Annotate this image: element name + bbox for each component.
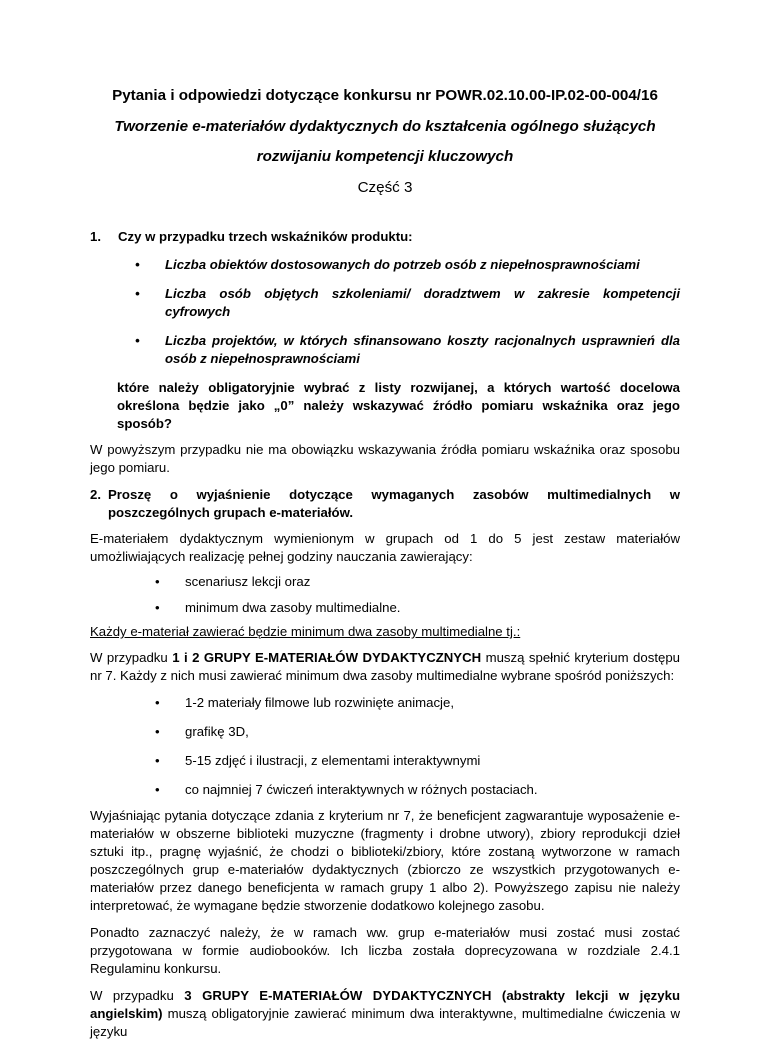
document-title: Pytania i odpowiedzi dotyczące konkursu nr POWR.02.10.00-IP.02-00-004/16: [112, 87, 658, 104]
bullet-icon: •: [155, 782, 160, 797]
answer-2-bullets-b: [155, 694, 680, 799]
answer-2-paragraph-3: W przypadku 3 GRUPY E-MATERIAŁÓW DYDAKTYCZNYCH (abstrakty lekcji w języku angielskim) muszą obligatoryjnie zawierać minimum dwa interaktywne, multimedialne ćwiczenia w języku: [90, 988, 680, 1039]
subtitle-line-1: Tworzenie e-materiałów dydaktycznych do kształcenia ogólnego służących: [114, 118, 656, 135]
answer-2-paragraph-2: Ponadto zaznaczyć należy, że w ramach ww. grup e-materiałów musi zostać musi zostać przygotowana w formie audiobooków. Ich liczba została doprecyzowana w rozdziale 2.4.1 Regulaminu konkursu.: [90, 925, 680, 976]
document-subtitle: [90, 112, 680, 172]
question-1-text: Czy w przypadku trzech wskaźników produktu:: [118, 229, 413, 244]
bullet-icon: •: [155, 753, 160, 768]
question-1-number: 1.: [90, 229, 101, 244]
bullet-icon: •: [135, 333, 140, 348]
bullet-icon: •: [155, 600, 160, 615]
groups-bold: 1 i 2 GRUPY E-MATERIAŁÓW DYDAKTYCZNYCH: [172, 650, 482, 665]
list-item: • 1-2 materiały filmowe lub rozwinięte animacje,: [155, 695, 454, 710]
list-item: • minimum dwa zasoby multimedialne.: [155, 600, 401, 615]
bullet-icon: •: [155, 695, 160, 710]
list-item: • Liczba obiektów dostosowanych do potrzeb osób z niepełnosprawnościami: [135, 257, 640, 272]
question-1: [90, 228, 680, 246]
part-label: Część 3: [357, 179, 413, 196]
bullet-icon: •: [155, 574, 160, 589]
list-item: • co najmniej 7 ćwiczeń interaktywnych w różnych postaciach.: [155, 782, 538, 797]
answer-2-groups: W przypadku 1 i 2 GRUPY E-MATERIAŁÓW DYDAKTYCZNYCH muszą spełnić kryterium dostępu nr 7. Każdy z nich musi zawierać minimum dwa zasoby multimedialne wybrane spośród poniższych:: [90, 650, 680, 683]
answer-1: W powyższym przypadku nie ma obowiązku wskazywania źródła pomiaru wskaźnika oraz sposobu jego pomiaru.: [90, 442, 680, 475]
answer-2-intro: E-materiałem dydaktycznym wymienionym w grupach od 1 do 5 jest zestaw materiałów umożliwiających realizację pełnej godziny nauczania zawierający:: [90, 531, 680, 564]
question-2-number: 2.: [90, 487, 101, 502]
question-1-continuation: które należy obligatoryjnie wybrać z listy rozwijanej, a których wartość docelowa określona będzie jako „0” należy wskazywać źródło pomiaru wskaźnika oraz jego sposób?: [117, 380, 680, 431]
answer-2-underlined: Każdy e-materiał zawierać będzie minimum dwa zasoby multimedialne tj.:: [90, 624, 521, 639]
document-content: [90, 86, 680, 1041]
bullet-icon: •: [135, 286, 140, 301]
list-item: • 5-15 zdjęć i ilustracji, z elementami interaktywnymi: [155, 753, 481, 768]
question-2: [90, 486, 680, 522]
subtitle-line-2: rozwijaniu kompetencji kluczowych: [256, 148, 514, 165]
list-item: • scenariusz lekcji oraz: [155, 574, 311, 589]
group-3-bold: 3 GRUPY E-MATERIAŁÓW DYDAKTYCZNYCH (abstrakty lekcji w języku angielskim): [90, 988, 680, 1021]
list-item: • Liczba osób objętych szkoleniami/ doradztwem w zakresie kompetencji cyfrowych: [135, 286, 680, 319]
bullet-icon: •: [155, 724, 160, 739]
bullet-icon: •: [135, 257, 140, 272]
answer-2-paragraph-1: Wyjaśniając pytania dotyczące zdania z kryterium nr 7, że beneficjent zagwarantuje wyposażenie e-materiałów w obszerne biblioteki muzyczne (fragmenty i drobne utwory), zbiory reprodukcji dzieł sztuki itp., pragnę wyjaśnić, że chodzi o biblioteki/zbiory, które zostaną wytworzone w ramach poszczególnych grup e-materiałów dydaktycznych (zbiorczo ze wszystkich przygotowanych e-materiałów przez danego beneficjenta w ramach grupy 1 albo 2). Powyższego zapisu nie należy interpretować, że wymagane będzie stworzenie dodatkowo kolejnego zasobu.: [90, 808, 680, 913]
question-2-text: Proszę o wyjaśnienie dotyczące wymaganych zasobów multimedialnych w poszczególnych grupach e-materiałów.: [108, 487, 680, 520]
list-item: • grafikę 3D,: [155, 724, 249, 739]
question-1-bullets: [135, 256, 680, 368]
list-item: • Liczba projektów, w których sfinansowano koszty racjonalnych usprawnień dla osób z niepełnosprawnościami: [135, 333, 680, 366]
answer-2-bullets-a: [155, 573, 680, 617]
